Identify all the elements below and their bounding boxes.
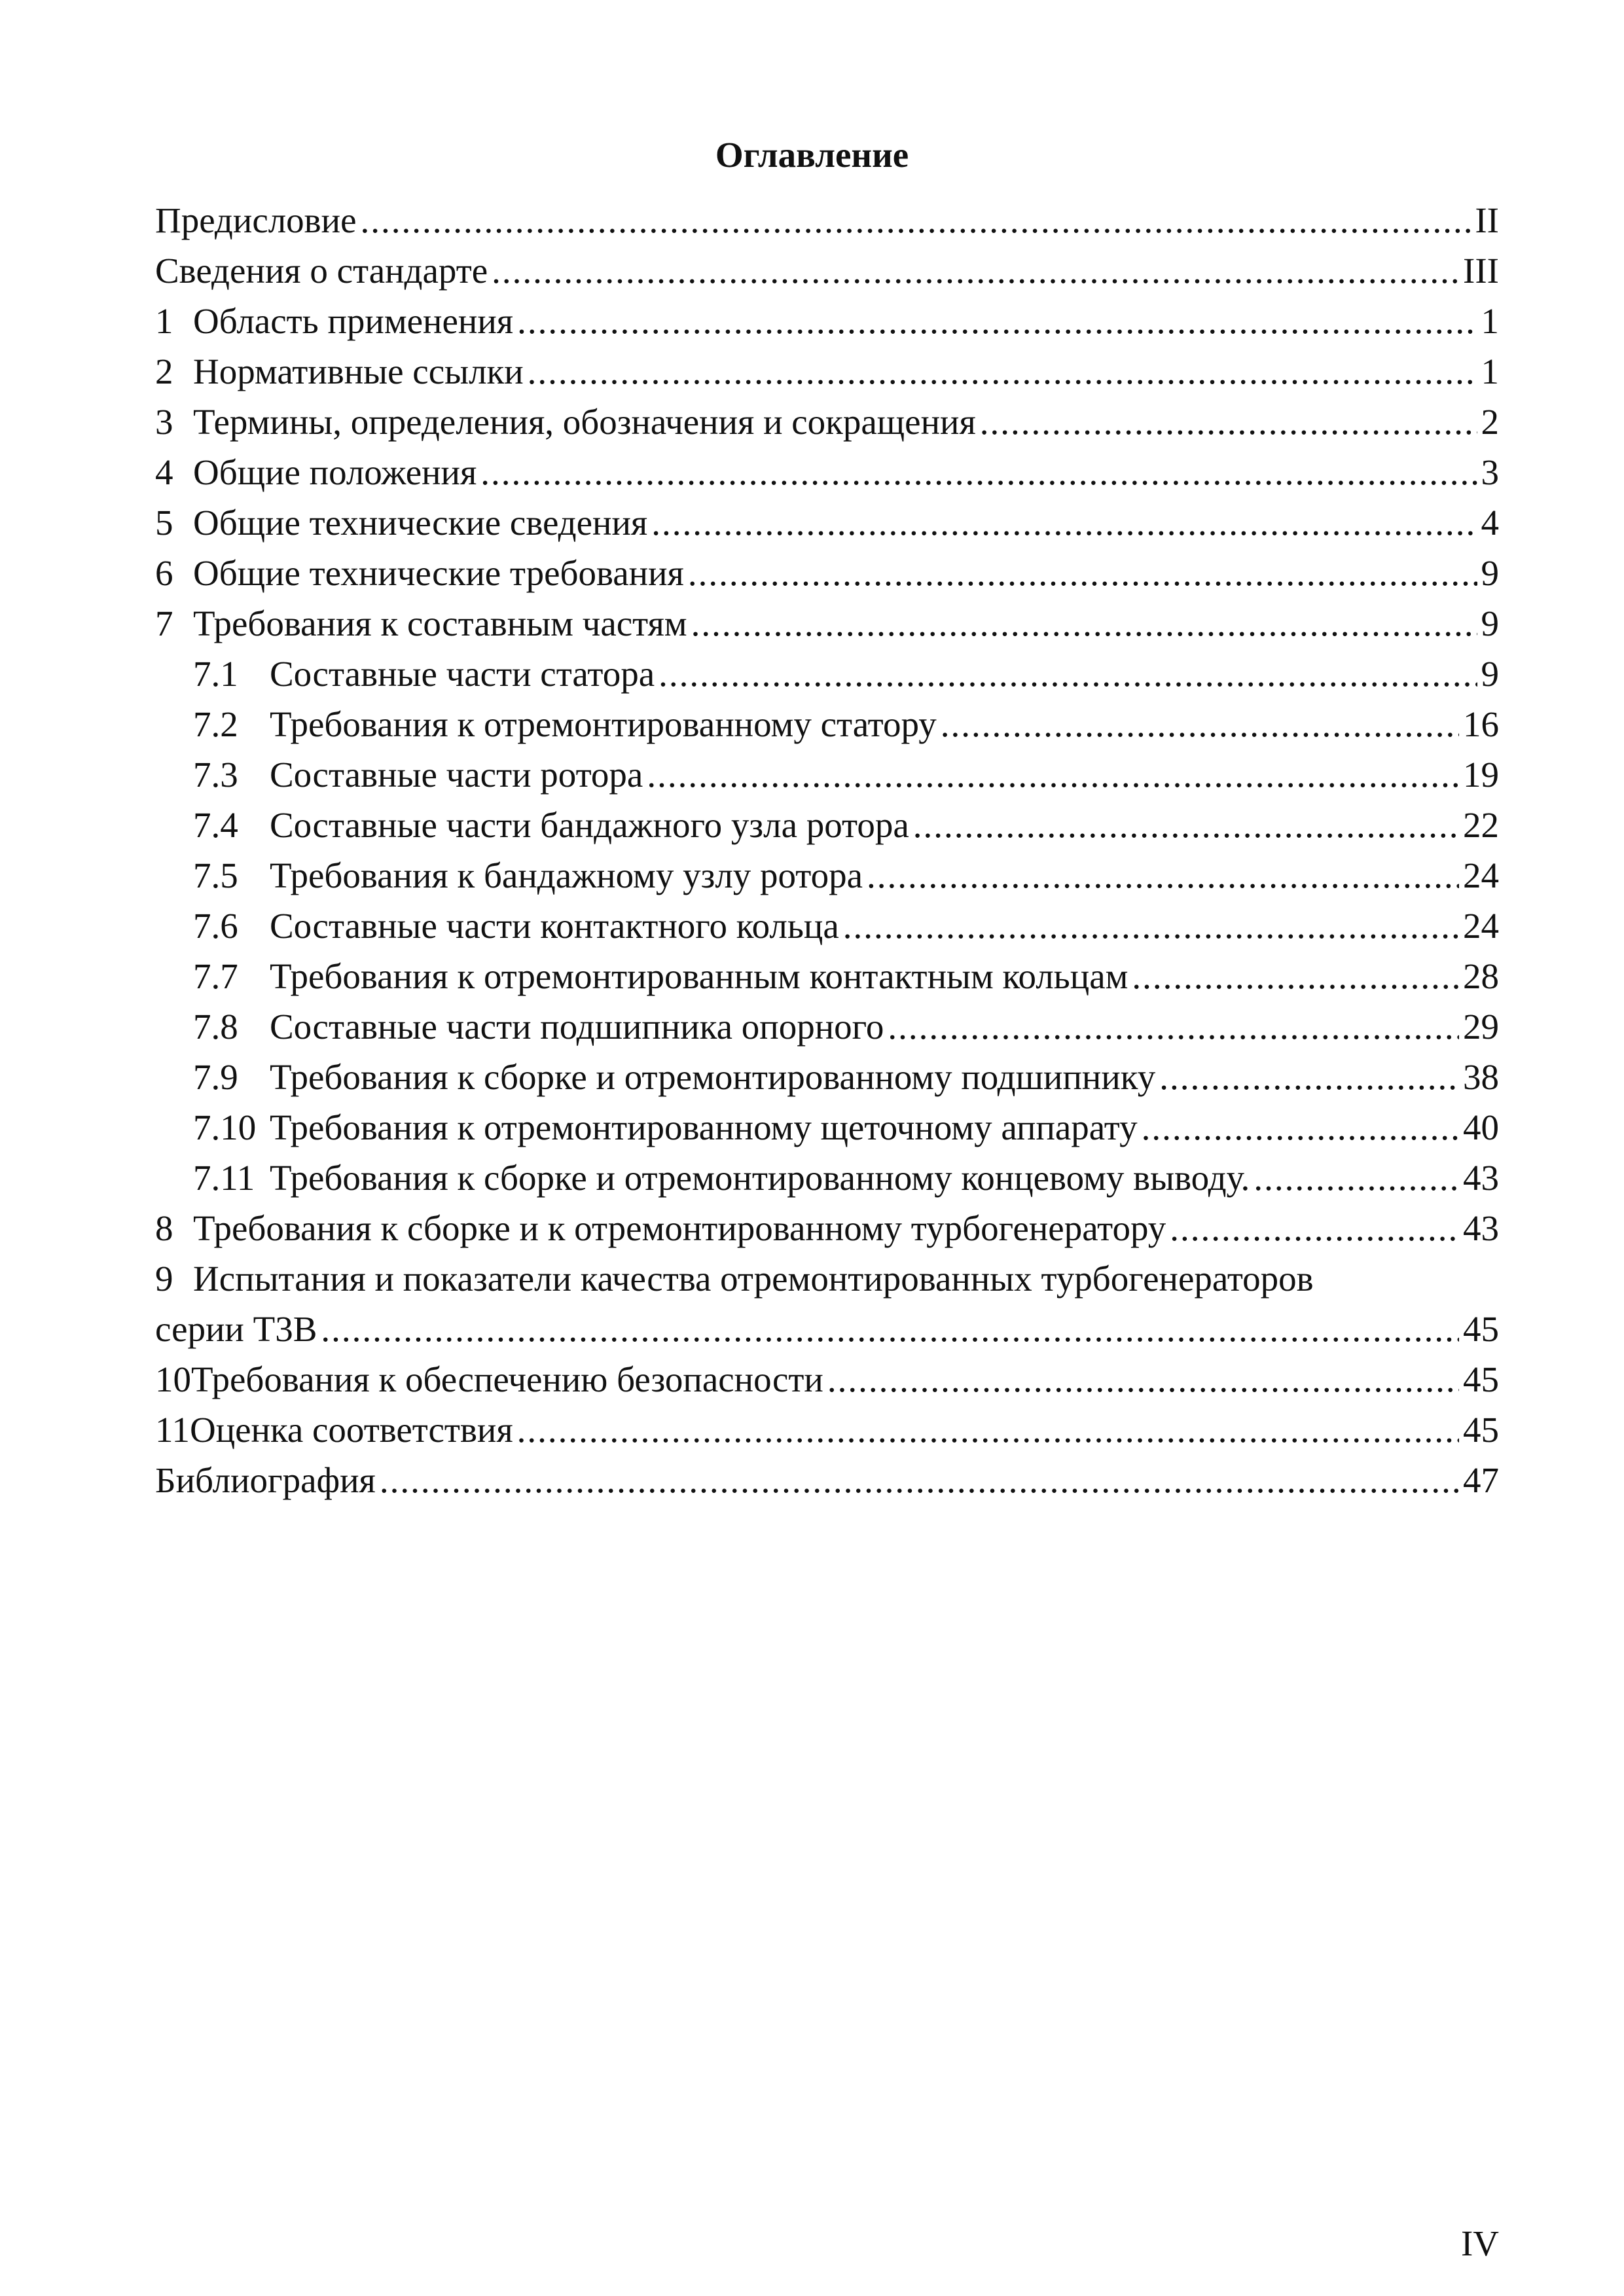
toc-entry-4[interactable]	[155, 447, 1499, 497]
dot-leader	[647, 749, 1459, 800]
toc-entry-number: 6	[155, 553, 173, 593]
toc-entry-label: Общие технические требования	[193, 553, 684, 593]
toc-entry-10[interactable]	[155, 1354, 1499, 1405]
dot-leader	[517, 1405, 1459, 1455]
dot-leader	[528, 346, 1477, 397]
toc-entry-preface[interactable]	[155, 195, 1499, 245]
toc-entry-7-10[interactable]	[155, 1102, 1499, 1153]
toc-entry-page: 43	[1463, 1208, 1499, 1248]
toc-entry-number: 7.8	[193, 1007, 238, 1047]
toc-entry-9[interactable]	[155, 1253, 1499, 1304]
toc-entry-page: II	[1475, 200, 1499, 240]
toc-entry-7[interactable]	[155, 598, 1499, 649]
toc-entry-number: 8	[155, 1208, 173, 1248]
page-title: Оглавление	[715, 135, 909, 175]
toc-entry-9-continuation[interactable]	[155, 1304, 1499, 1354]
toc-entry-label: Требования к обеспечению безопасности	[191, 1359, 823, 1399]
dot-leader	[321, 1304, 1459, 1354]
dot-leader	[691, 598, 1477, 649]
dot-leader	[1254, 1153, 1459, 1203]
toc-entry-page: 45	[1463, 1359, 1499, 1399]
toc-entry-number: 7.10	[193, 1107, 257, 1147]
toc-entry-number: 3	[155, 402, 173, 442]
toc-entry-2[interactable]	[155, 346, 1499, 397]
dot-leader	[517, 296, 1477, 346]
toc-entry-page: 4	[1481, 503, 1499, 543]
toc-entry-number: 2	[155, 351, 173, 391]
toc-entry-page: 38	[1463, 1057, 1499, 1097]
toc-entry-number: 9	[155, 1259, 173, 1299]
dot-leader	[659, 649, 1477, 699]
toc-entry-number: 7.9	[193, 1057, 238, 1097]
toc-entry-7-8[interactable]	[155, 1001, 1499, 1052]
toc-entry-5[interactable]	[155, 497, 1499, 548]
toc-entry-label: Требования к отремонтированному статору	[270, 704, 937, 744]
toc-entry-number: 7.5	[193, 855, 238, 895]
toc-entry-label: Требования к сборке и отремонтированному концевому выводу.	[270, 1158, 1250, 1198]
toc-entry-7-9[interactable]	[155, 1052, 1499, 1102]
toc-entry-label: Нормативные ссылки	[193, 351, 524, 391]
toc-entry-label: Требования к составным частям	[193, 603, 687, 643]
toc-entry-number: 7.6	[193, 906, 238, 946]
dot-leader	[1170, 1203, 1459, 1253]
toc-entry-label: Составные части контактного кольца	[270, 906, 839, 946]
toc-entry-6[interactable]	[155, 548, 1499, 598]
toc-entry-label: Требования к сборке и отремонтированному подшипнику	[270, 1057, 1156, 1097]
dot-leader	[361, 195, 1471, 245]
toc-entry-label: Сведения о стандарте	[155, 251, 488, 291]
dot-leader	[941, 699, 1459, 749]
dot-leader	[888, 1001, 1459, 1052]
toc-entry-page: 1	[1481, 351, 1499, 391]
toc-entry-3[interactable]	[155, 397, 1499, 447]
toc-entry-7-4[interactable]	[155, 800, 1499, 850]
toc-entry-number: 1	[155, 301, 173, 341]
toc-entry-label: Общие технические сведения	[193, 503, 648, 543]
toc-entry-label: Требования к отремонтированному щеточному аппарату	[270, 1107, 1138, 1147]
toc-entry-page: 28	[1463, 956, 1499, 996]
toc-entry-label: Требования к отремонтированным контактным кольцам	[270, 956, 1128, 996]
toc-entry-label: Испытания и показатели качества отремонтированных турбогенераторов	[193, 1259, 1314, 1299]
toc-entry-page: 47	[1463, 1460, 1499, 1500]
toc-entry-7-3[interactable]	[155, 749, 1499, 800]
dot-leader	[867, 850, 1459, 901]
toc-entry-label: Оценка соответствия	[189, 1410, 513, 1450]
toc-entry-page: 22	[1463, 805, 1499, 845]
toc-entry-11[interactable]	[155, 1405, 1499, 1455]
toc-entry-label: Библиография	[155, 1460, 376, 1500]
toc-entry-8[interactable]	[155, 1203, 1499, 1253]
dot-leader	[843, 901, 1459, 951]
toc-entry-label: Составные части подшипника опорного	[270, 1007, 884, 1047]
page-number: IV	[1460, 2223, 1499, 2263]
toc-entry-7-7[interactable]	[155, 951, 1499, 1001]
toc-entry-bibliography[interactable]	[155, 1455, 1499, 1505]
toc-entry-label: Предисловие	[155, 200, 357, 240]
toc-entry-number: 11	[155, 1410, 190, 1450]
toc-entry-page: III	[1463, 251, 1499, 291]
toc-entry-page: 9	[1481, 553, 1499, 593]
dot-leader	[827, 1354, 1459, 1405]
toc-entry-7-11[interactable]	[155, 1153, 1499, 1203]
toc-entry-page: 29	[1463, 1007, 1499, 1047]
toc-entry-label: Составные части ротора	[270, 755, 643, 795]
dot-leader	[651, 497, 1477, 548]
toc-entry-7-6[interactable]	[155, 901, 1499, 951]
table-of-contents	[155, 195, 1499, 1505]
toc-entry-page: 40	[1463, 1107, 1499, 1147]
toc-entry-page: 24	[1463, 906, 1499, 946]
dot-leader	[980, 397, 1477, 447]
toc-entry-page: 16	[1463, 704, 1499, 744]
toc-entry-number: 7.1	[193, 654, 238, 694]
toc-entry-label: Составные части статора	[270, 654, 655, 694]
dot-leader	[492, 245, 1459, 296]
toc-entry-number: 4	[155, 452, 173, 492]
toc-entry-number: 10	[155, 1359, 191, 1399]
dot-leader	[1142, 1102, 1459, 1153]
toc-entry-page: 45	[1463, 1410, 1499, 1450]
toc-entry-7-5[interactable]	[155, 850, 1499, 901]
toc-entry-page: 9	[1481, 603, 1499, 643]
toc-entry-number: 7.3	[193, 755, 238, 795]
toc-entry-label-continued: серии Т3В	[155, 1309, 317, 1349]
toc-entry-label: Требования к сборке и к отремонтированному турбогенератору	[193, 1208, 1166, 1248]
dot-leader	[380, 1455, 1459, 1505]
dot-leader	[1132, 951, 1459, 1001]
toc-entry-label: Требования к бандажному узлу ротора	[270, 855, 863, 895]
toc-entry-page: 2	[1481, 402, 1499, 442]
toc-entry-page: 43	[1463, 1158, 1499, 1198]
toc-entry-number: 7.4	[193, 805, 238, 845]
toc-entry-number: 5	[155, 503, 173, 543]
toc-entry-7-2[interactable]	[155, 699, 1499, 749]
toc-entry-page: 1	[1481, 301, 1499, 341]
dot-leader	[480, 447, 1477, 497]
toc-entry-number: 7	[155, 603, 173, 643]
dot-leader	[913, 800, 1459, 850]
toc-entry-number: 7.11	[193, 1158, 255, 1198]
toc-entry-label: Термины, определения, обозначения и сокращения	[193, 402, 976, 442]
toc-entry-number: 7.7	[193, 956, 238, 996]
toc-entry-1[interactable]	[155, 296, 1499, 346]
toc-entry-page: 45	[1463, 1309, 1499, 1349]
toc-entry-label: Составные части бандажного узла ротора	[270, 805, 909, 845]
toc-entry-label: Область применения	[193, 301, 514, 341]
toc-entry-standard-info[interactable]	[155, 245, 1499, 296]
dot-leader	[688, 548, 1477, 598]
toc-entry-page: 3	[1481, 452, 1499, 492]
toc-entry-7-1[interactable]	[155, 649, 1499, 699]
toc-entry-label: Общие положения	[193, 452, 477, 492]
toc-entry-page: 19	[1463, 755, 1499, 795]
toc-entry-page: 24	[1463, 855, 1499, 895]
toc-entry-page: 9	[1481, 654, 1499, 694]
toc-entry-number: 7.2	[193, 704, 238, 744]
dot-leader	[1159, 1052, 1459, 1102]
